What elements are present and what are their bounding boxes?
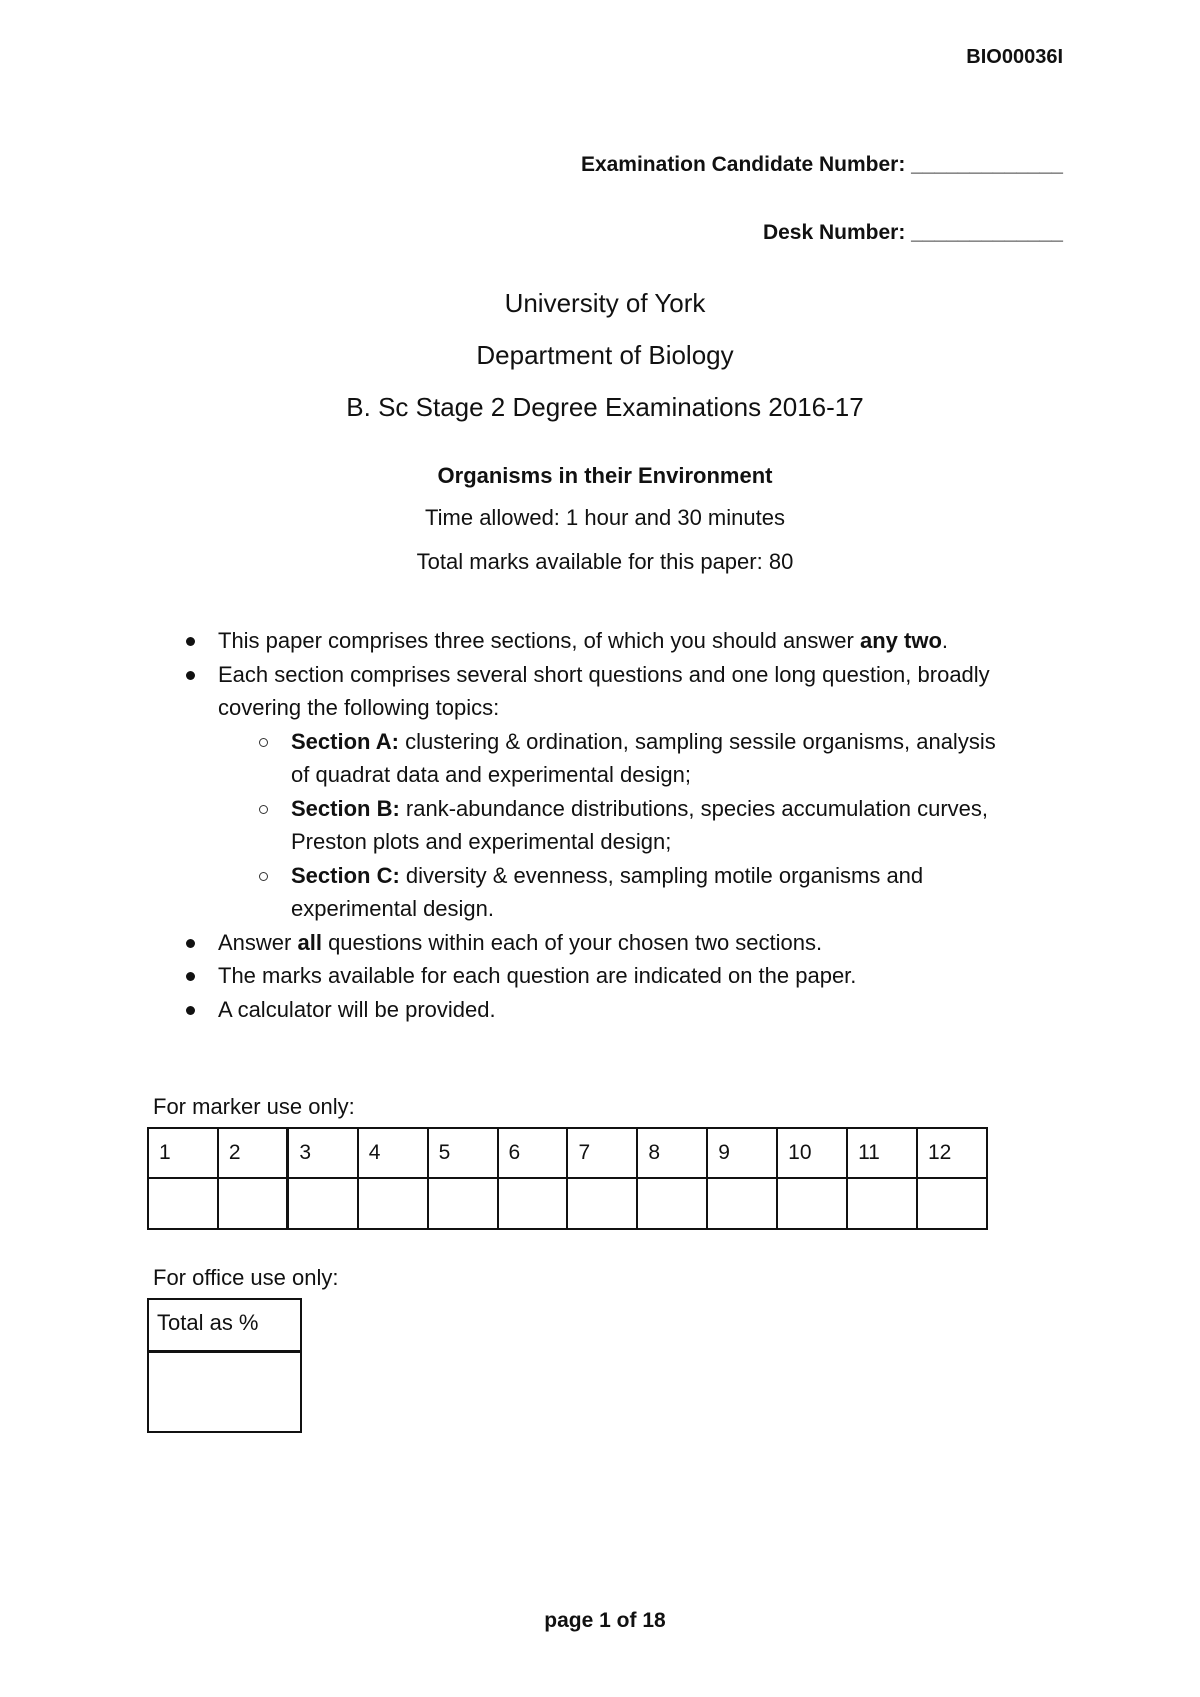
desk-number-label: Desk Number:	[762, 221, 912, 244]
instruction-item: A calculator will be provided.	[180, 993, 1000, 1027]
instruction-item	[180, 624, 1000, 658]
candidate-number-field	[581, 153, 1063, 177]
marker-score-cell[interactable]	[288, 1178, 358, 1229]
marker-score-cell[interactable]	[847, 1178, 917, 1229]
marker-column-header: 2	[218, 1128, 288, 1178]
marker-score-row	[148, 1178, 987, 1229]
paper-title: Organisms in their Environment	[437, 463, 773, 488]
marker-column-header: 6	[498, 1128, 568, 1178]
marker-column-header: 11	[847, 1128, 917, 1178]
section-a-label: Section A:	[291, 728, 399, 754]
office-header-row	[148, 1299, 301, 1351]
desk-number-blank: _____________	[911, 221, 1063, 244]
marker-score-cell[interactable]	[218, 1178, 288, 1229]
instruction-emphasis: all	[297, 929, 322, 955]
marker-score-cell[interactable]	[148, 1178, 218, 1229]
candidate-number-blank: _____________	[911, 153, 1063, 176]
marker-column-header: 7	[567, 1128, 637, 1178]
marker-column-header: 12	[917, 1128, 987, 1178]
instruction-emphasis: any two	[859, 628, 942, 653]
marker-column-header: 8	[637, 1128, 707, 1178]
page-number: page 1 of 18	[544, 1609, 666, 1632]
section-a-item	[253, 725, 1000, 792]
section-c-label: Section C:	[291, 862, 400, 888]
total-percent-header: Total as %	[148, 1299, 301, 1351]
instruction-item	[180, 926, 1000, 960]
marker-table	[147, 1127, 988, 1230]
instruction-text: Answer	[218, 929, 298, 955]
marker-column-header: 10	[777, 1128, 847, 1178]
exam-title: B. Sc Stage 2 Degree Examinations 2016-17	[346, 392, 864, 422]
instruction-item: Each section comprises several short questions and one long question, broadly covering the following topics:	[180, 658, 1000, 725]
marker-column-header: 1	[148, 1128, 218, 1178]
marker-column-header: 3	[288, 1128, 358, 1178]
office-table-caption: For office use only:	[153, 1265, 339, 1290]
candidate-number-label: Examination Candidate Number:	[580, 153, 912, 176]
marker-score-cell[interactable]	[358, 1178, 428, 1229]
section-c-item	[253, 859, 1000, 926]
module-code: BIO00036I	[966, 46, 1063, 68]
instructions-list	[180, 624, 1000, 1026]
marker-score-cell[interactable]	[567, 1178, 637, 1229]
instruction-text: questions within each of your chosen two sections.	[321, 929, 823, 955]
section-b-item	[253, 792, 1000, 859]
marker-column-header: 5	[428, 1128, 498, 1178]
marker-column-header: 9	[707, 1128, 777, 1178]
marker-score-cell[interactable]	[777, 1178, 847, 1229]
section-a-text: clustering & ordination, sampling sessile organisms, analysis of quadrat data and experimental design;	[291, 728, 996, 787]
university-name: University of York	[504, 288, 706, 318]
marker-score-cell[interactable]	[917, 1178, 987, 1229]
office-value-row	[148, 1351, 301, 1432]
instruction-text: .	[941, 628, 949, 653]
office-table	[147, 1298, 302, 1433]
section-b-label: Section B:	[291, 795, 400, 821]
marker-score-cell[interactable]	[498, 1178, 568, 1229]
desk-number-field	[763, 221, 1063, 245]
instruction-text: This paper comprises three sections, of which you should answer	[218, 628, 860, 653]
marker-column-header: 4	[358, 1128, 428, 1178]
time-allowed: Time allowed: 1 hour and 30 minutes	[425, 505, 785, 530]
marker-header-row	[148, 1128, 987, 1178]
total-marks: Total marks available for this paper: 80	[416, 549, 794, 574]
instruction-item: The marks available for each question are indicated on the paper.	[180, 959, 1000, 993]
marker-score-cell[interactable]	[428, 1178, 498, 1229]
marker-table-caption: For marker use only:	[153, 1094, 355, 1119]
department-name: Department of Biology	[476, 340, 734, 370]
marker-score-cell[interactable]	[707, 1178, 777, 1229]
section-b-text: rank-abundance distributions, species accumulation curves, Preston plots and experimental design;	[291, 795, 988, 854]
marker-score-cell[interactable]	[637, 1178, 707, 1229]
total-percent-cell[interactable]	[148, 1351, 301, 1432]
section-c-text: diversity & evenness, sampling motile organisms and experimental design.	[291, 862, 924, 921]
